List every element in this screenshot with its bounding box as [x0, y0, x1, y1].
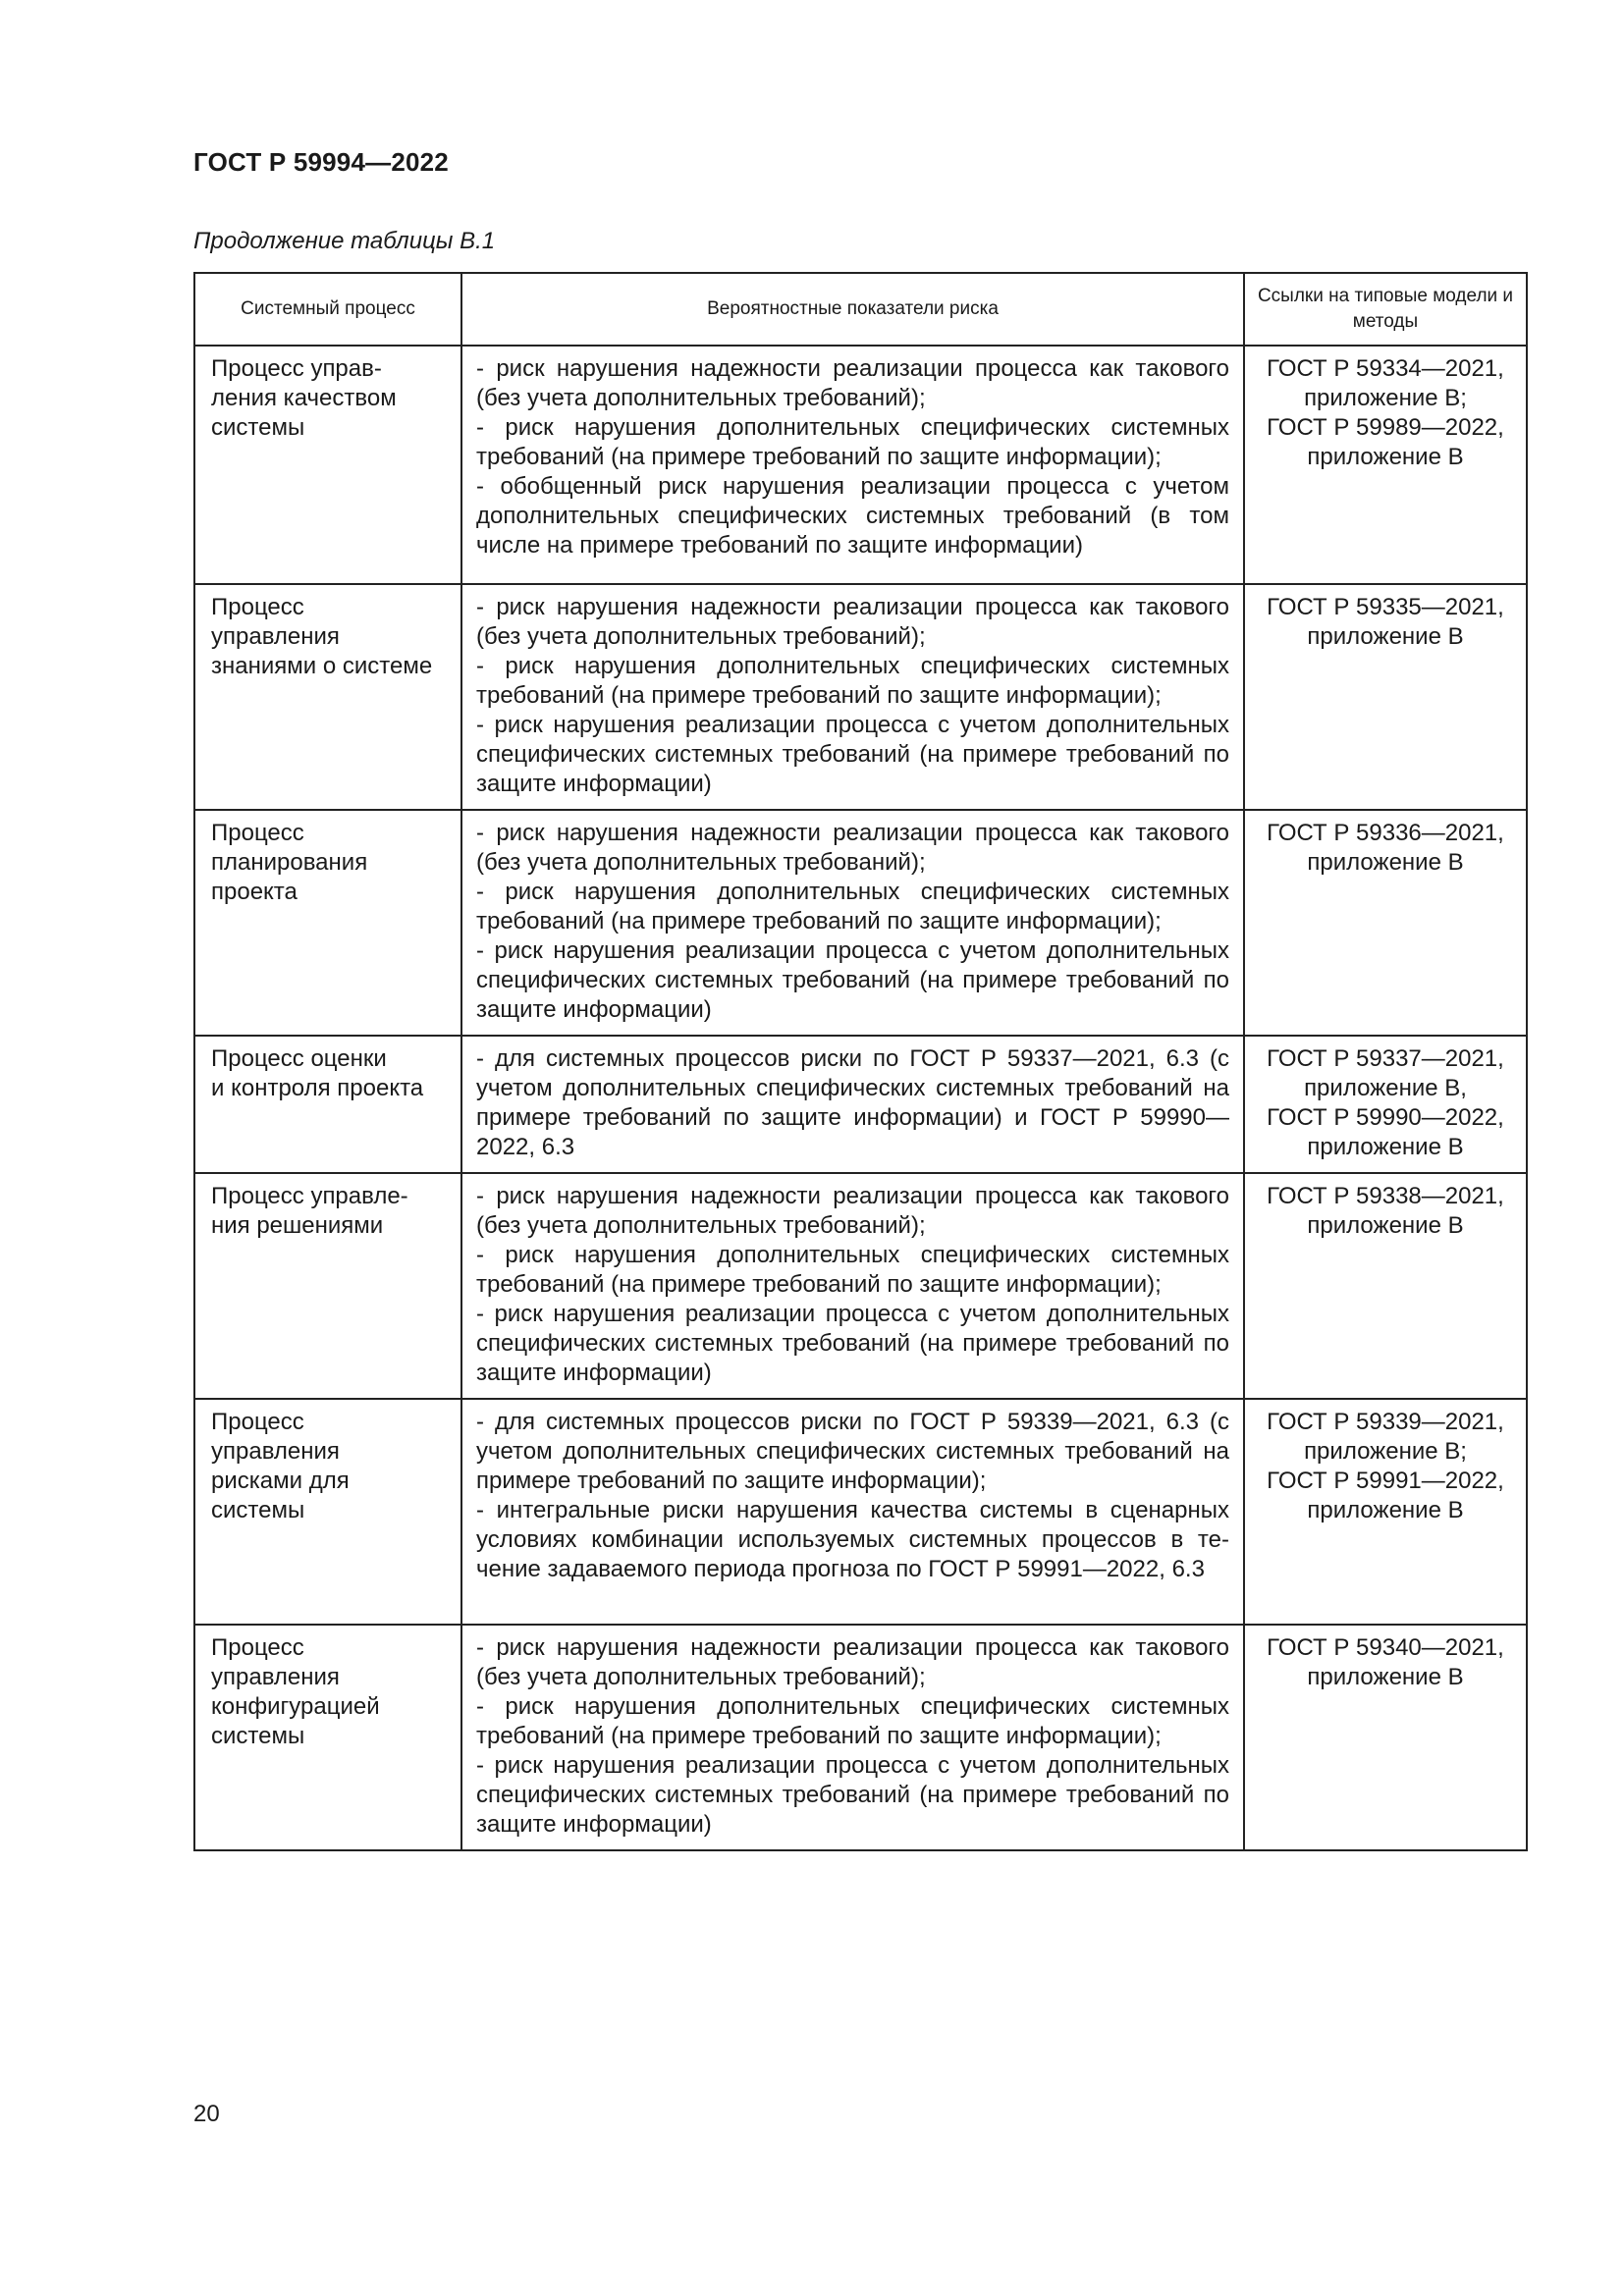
risk-item: - риск нарушения дополнительных специфических системных требований (на примере требований по защите информации); [476, 414, 1229, 470]
process-line: рисками для [211, 1468, 350, 1494]
reference-line: приложение В [1307, 444, 1464, 470]
table-body [194, 346, 1527, 1850]
table-row [194, 584, 1527, 810]
risk-item: - для системных процессов риски по ГОСТ Р 59339—2021, 6.3 (с учетом дополнительных специфических системных требований на примере требований по защите информации); [476, 1409, 1229, 1494]
process-line: управления [211, 623, 340, 650]
reference-cell [1244, 1036, 1527, 1173]
risk-item: - риск нарушения надежности реализации процесса как такового (без учета дополнительных требований); [476, 594, 1229, 650]
reference-line: приложение В; [1304, 1438, 1467, 1465]
reference-line: приложение В [1307, 623, 1464, 650]
column-header-risks: Вероятностные показатели риска [461, 273, 1244, 346]
reference-line: приложение В [1307, 1664, 1464, 1690]
process-line: управления [211, 1438, 340, 1465]
process-line: ния решениями [211, 1212, 384, 1239]
risk-item: - риск нарушения надежности реализации процесса как такового (без учета дополнительных требований); [476, 820, 1229, 876]
risk-item: - риск нарушения реализации процесса с учетом дополнительных специфических системных требований (на примере требований по защите информации) [476, 937, 1229, 1023]
risk-cell [461, 1036, 1244, 1173]
risk-cell [461, 1399, 1244, 1625]
reference-cell [1244, 1399, 1527, 1625]
risk-item: - риск нарушения надежности реализации процесса как такового (без учета дополнительных требований); [476, 355, 1229, 411]
process-line: Процесс [211, 820, 304, 846]
reference-line: ГОСТ Р 59336—2021, [1267, 820, 1504, 846]
risk-cell [461, 584, 1244, 810]
reference-cell [1244, 346, 1527, 584]
reference-line: приложение В [1307, 849, 1464, 876]
column-header-process: Системный процесс [194, 273, 461, 346]
process-line: Процесс [211, 594, 304, 620]
process-cell [194, 346, 461, 584]
table-row [194, 810, 1527, 1036]
reference-line: ГОСТ Р 59339—2021, [1267, 1409, 1504, 1435]
reference-cell [1244, 584, 1527, 810]
process-cell [194, 1036, 461, 1173]
table-row [194, 1625, 1527, 1850]
risk-table [193, 272, 1528, 1851]
risk-cell [461, 1625, 1244, 1850]
reference-line: ГОСТ Р 59990—2022, [1267, 1104, 1504, 1131]
table-caption: Продолжение таблицы В.1 [193, 228, 496, 254]
process-line: проекта [211, 879, 298, 905]
risk-item: - риск нарушения дополнительных специфических системных требований (на примере требований по защите информации); [476, 1242, 1229, 1298]
risk-cell [461, 810, 1244, 1036]
risk-item: - риск нарушения реализации процесса с учетом дополнительных специфических системных требований (на примере требований по защите информации) [476, 712, 1229, 797]
page-number: 20 [193, 2101, 220, 2127]
process-line: Процесс [211, 1409, 304, 1435]
reference-line: приложение В; [1304, 385, 1467, 411]
table-header-row [194, 273, 1527, 346]
reference-line: приложение В [1307, 1212, 1464, 1239]
risk-item: - риск нарушения реализации процесса с учетом дополнительных специфических системных требований (на примере требований по защите информации) [476, 1752, 1229, 1838]
process-cell [194, 1399, 461, 1625]
process-line: Процесс управ- [211, 355, 382, 382]
document-code: ГОСТ Р 59994—2022 [193, 147, 449, 177]
process-cell [194, 1173, 461, 1399]
reference-line: ГОСТ Р 59337—2021, [1267, 1045, 1504, 1072]
reference-line: ГОСТ Р 59989—2022, [1267, 414, 1504, 441]
reference-line: ГОСТ Р 59338—2021, [1267, 1183, 1504, 1209]
risk-item: - риск нарушения надежности реализации процесса как такового (без учета дополнительных требований); [476, 1634, 1229, 1690]
process-line: и контроля проекта [211, 1075, 424, 1101]
reference-line: ГОСТ Р 59991—2022, [1267, 1468, 1504, 1494]
process-line: системы [211, 414, 305, 441]
process-line: конфигурацией [211, 1693, 380, 1720]
table-row [194, 1173, 1527, 1399]
table-row [194, 1399, 1527, 1625]
table-row [194, 1036, 1527, 1173]
process-line: ления качеством [211, 385, 397, 411]
risk-cell [461, 1173, 1244, 1399]
process-line: управления [211, 1664, 340, 1690]
process-cell [194, 1625, 461, 1850]
column-header-references: Ссылки на типовые модели и методы [1244, 273, 1527, 346]
risk-item: - риск нарушения реализации процесса с учетом дополнительных специфических системных требований (на примере требований по защите информации) [476, 1301, 1229, 1386]
process-line: системы [211, 1723, 305, 1749]
reference-cell [1244, 810, 1527, 1036]
process-line: Процесс управле- [211, 1183, 408, 1209]
process-cell [194, 810, 461, 1036]
risk-item: - риск нарушения дополнительных специфических системных требований (на примере требований по защите информации); [476, 1693, 1229, 1749]
risk-item: - риск нарушения дополнительных специфических системных требований (на примере требований по защите информации); [476, 879, 1229, 934]
process-line: планирования [211, 849, 368, 876]
process-line: Процесс оценки [211, 1045, 387, 1072]
reference-line: ГОСТ Р 59335—2021, [1267, 594, 1504, 620]
table-row [194, 346, 1527, 584]
reference-cell [1244, 1173, 1527, 1399]
reference-line: приложение В [1307, 1497, 1464, 1523]
risk-item: - риск нарушения надежности реализации процесса как такового (без учета дополнительных требований); [476, 1183, 1229, 1239]
reference-cell [1244, 1625, 1527, 1850]
risk-item: - риск нарушения дополнительных специфических системных требований (на примере требований по защите информации); [476, 653, 1229, 709]
process-line: Процесс [211, 1634, 304, 1661]
reference-line: ГОСТ Р 59334—2021, [1267, 355, 1504, 382]
risk-cell [461, 346, 1244, 584]
reference-line: приложение В [1307, 1134, 1464, 1160]
risk-item: - интегральные риски нарушения качества системы в сценарных условиях комбинации используемых системных процессов в течение задаваемого периода прогноза по ГОСТ Р 59991—2022, 6.3 [476, 1497, 1229, 1582]
process-cell [194, 584, 461, 810]
risk-item: - для системных процессов риски по ГОСТ Р 59337—2021, 6.3 (с учетом дополнительных специфических системных требований на примере требований по защите информации) и ГОСТ Р 59990—2022, 6.3 [476, 1045, 1229, 1160]
reference-line: приложение В, [1304, 1075, 1467, 1101]
reference-line: ГОСТ Р 59340—2021, [1267, 1634, 1504, 1661]
process-line: системы [211, 1497, 305, 1523]
process-line: знаниями о системе [211, 653, 433, 679]
risk-item: - обобщенный риск нарушения реализации процесса с учетом дополнительных специфических системных требований (в том числе на примере требований по защите информации) [476, 473, 1229, 559]
